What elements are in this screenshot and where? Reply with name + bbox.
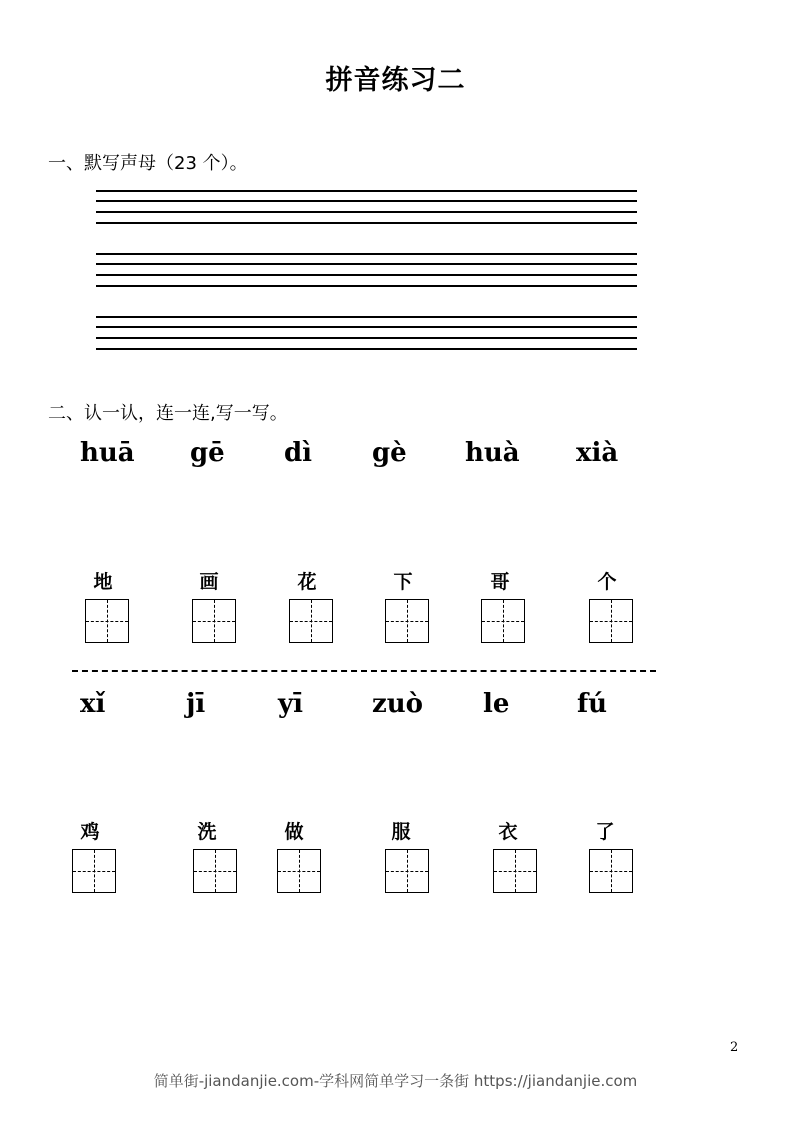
tianzige-box[interactable] <box>589 599 633 643</box>
pinyin-xi3: xǐ <box>80 689 106 719</box>
char-label: 了 <box>595 821 615 843</box>
tianzige-box[interactable] <box>493 849 537 893</box>
writing-staff-3[interactable] <box>96 316 637 350</box>
char-label: 哥 <box>490 571 510 593</box>
char-label: 服 <box>391 821 411 843</box>
writing-staff-1[interactable] <box>96 190 637 224</box>
page-number: 2 <box>730 1040 739 1055</box>
tianzige-box[interactable] <box>385 849 429 893</box>
char-label: 洗 <box>197 821 217 843</box>
tianzige-box[interactable] <box>589 849 633 893</box>
tianzige-box[interactable] <box>72 849 116 893</box>
footer-source: 简单街-jiandanjie.com-学科网简单学习一条街 https://jiandanjie.com <box>153 1072 638 1090</box>
char-label: 地 <box>93 571 113 593</box>
page-title: 拼音练习二 <box>325 65 466 96</box>
char-label: 下 <box>393 571 413 593</box>
tianzige-box[interactable] <box>192 599 236 643</box>
pinyin-di4: dì <box>284 438 313 468</box>
pinyin-zuo4: zuò <box>372 689 424 719</box>
section-2-heading: 二、认一认，连一连,写一写。 <box>48 403 288 424</box>
tianzige-box[interactable] <box>277 849 321 893</box>
pinyin-hua1: huā <box>80 438 135 468</box>
dashed-divider <box>72 670 656 672</box>
tianzige-box[interactable] <box>289 599 333 643</box>
tianzige-box[interactable] <box>85 599 129 643</box>
pinyin-le: le <box>483 689 510 719</box>
tianzige-box[interactable] <box>481 599 525 643</box>
pinyin-fu2: fú <box>577 689 608 719</box>
char-label: 花 <box>297 571 317 593</box>
pinyin-xia4: xià <box>576 438 619 468</box>
writing-staff-2[interactable] <box>96 253 637 287</box>
tianzige-box[interactable] <box>193 849 237 893</box>
pinyin-ge4: gè <box>372 438 407 468</box>
char-label: 做 <box>284 821 304 843</box>
char-label: 鸡 <box>80 821 100 843</box>
pinyin-ji1: jī <box>186 689 206 719</box>
pinyin-hua4: huà <box>465 438 520 468</box>
char-label: 衣 <box>498 821 518 843</box>
char-label: 个 <box>597 571 617 593</box>
pinyin-yi1: yī <box>278 689 303 719</box>
char-label: 画 <box>199 571 219 593</box>
section-1-heading: 一、默写声母（23 个）。 <box>48 153 248 174</box>
pinyin-ge1: gē <box>190 438 225 468</box>
tianzige-box[interactable] <box>385 599 429 643</box>
